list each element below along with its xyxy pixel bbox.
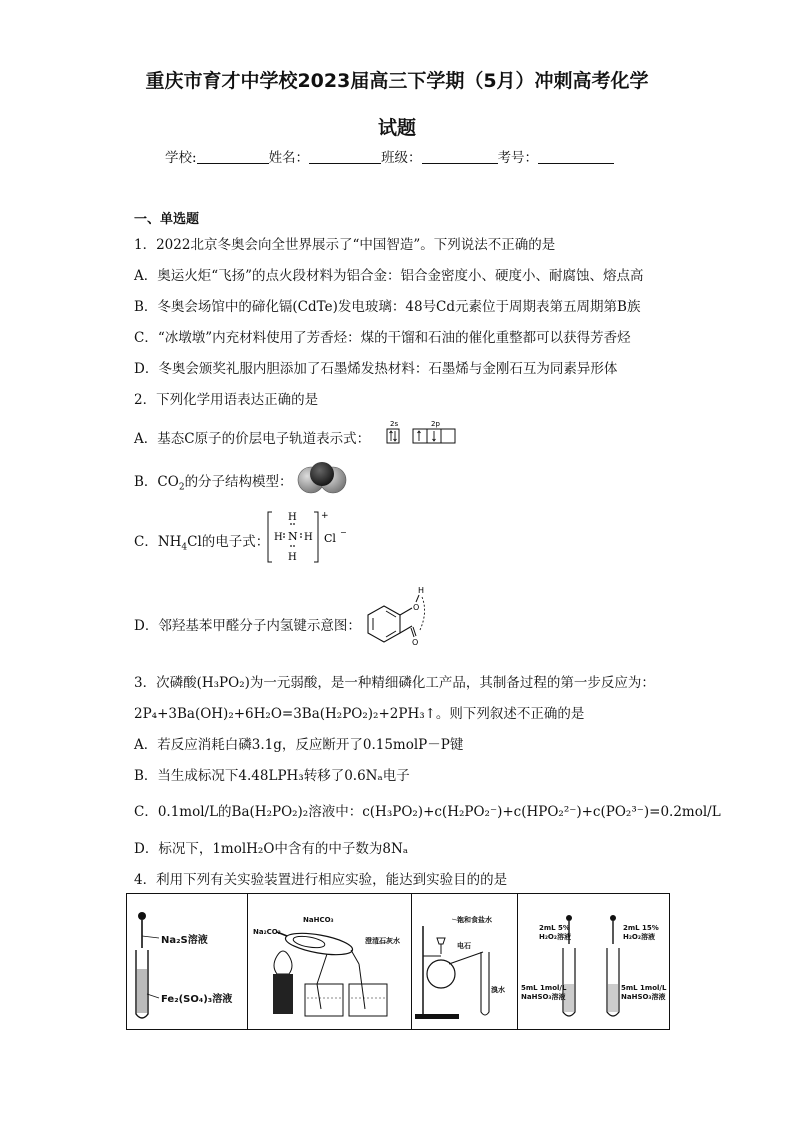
orbital-diagram [384, 419, 464, 445]
n-center: N [288, 530, 298, 543]
fe2so43-label: Fe₂(SO₄)₃溶液 [161, 994, 233, 1005]
page-title: 重庆市育才中学校2023届高三下学期（5月）冲刺高考化学 [145, 70, 649, 92]
carbonyl-o: O [412, 638, 419, 647]
q1-option-b: B．冬奥会场馆中的碲化镉(CdTe)发电玻璃：48号Cd元素位于周期表第五周期第B族 [134, 299, 641, 315]
q2-option-d: D．邻羟基苯甲醛分子内氢键示意图： [134, 618, 361, 634]
h-right: H [304, 532, 313, 543]
cation-charge: + [321, 511, 329, 521]
nh4cl-electron-formula [266, 508, 362, 566]
cl-charge: − [340, 528, 347, 537]
name-blank [309, 149, 381, 164]
q2-stem: 2．下列化学用语表达正确的是 [134, 392, 319, 408]
class-blank [422, 149, 498, 164]
q3-option-c: C．0.1mol/L的Ba(H₂PO₂)₂溶液中：c(H₃PO₂)+c(H₂PO₂⁻)+c(HPO₂²⁻)+c(PO₂³⁻)=0.2mol/L [134, 804, 721, 820]
q4-apparatus-table [126, 893, 670, 1030]
hydroxybenzaldehyde-structure [364, 584, 436, 648]
q2-option-a: A．基态C原子的价层电子轨道表示式： [134, 431, 371, 447]
q3-stem-line1: 3．次磷酸(H₃PO₂)为一元弱酸，是一种精细磷化工产品，其制备过程的第一步反应为： [134, 675, 655, 691]
q4-stem: 4．利用下列有关实验装置进行相应实验，能达到实验目的的是 [134, 872, 508, 888]
orbital-2p-label: 2p [431, 420, 440, 428]
na2co3-label: Na₂CO₃ [253, 928, 281, 936]
nahso3-right-label: 5mL 1mol/L NaHSO₃溶液 [621, 984, 667, 1001]
bromine-water-label: 溴水 [491, 986, 505, 994]
apparatus-c [411, 894, 518, 1029]
h2o2-15-label: 2mL 15% H₂O₂溶液 [623, 924, 659, 941]
class-label: 班级： [381, 150, 422, 166]
q3-option-a: A．若反应消耗白磷3.1g，反应断开了0.15molP－P键 [134, 737, 464, 753]
h-left: H [274, 532, 283, 543]
q1-option-a: A．奥运火炬“飞扬”的点火段材料为铝合金：铝合金密度小、硬度小、耐腐蚀、熔点高 [134, 268, 644, 284]
q1-option-d: D．冬奥会颁奖礼服内胆添加了石墨烯发热材料：石墨烯与金刚石互为同素异形体 [134, 361, 618, 377]
apparatus-d [517, 894, 669, 1029]
section-heading: 一、单选题 [134, 212, 200, 227]
co2-model [296, 460, 348, 496]
orbital-2s-label: 2s [390, 420, 399, 428]
q3-option-b: B．当生成标况下4.48LPH₃转移了0.6Nₐ电子 [134, 768, 410, 784]
header-fields [165, 146, 614, 166]
apparatus-a [127, 894, 248, 1029]
cl-ion: Cl [324, 532, 336, 545]
exam-no-blank [538, 149, 614, 164]
exam-no-label: 考号： [497, 150, 539, 166]
name-label: 姓名： [268, 150, 310, 166]
apparatus-b [247, 894, 412, 1029]
q2-option-b: B．$CO_2$的分子结构模型： [134, 474, 293, 493]
h-bottom: H [288, 552, 297, 563]
na2s-label: Na₂S溶液 [161, 935, 208, 946]
h-top: H [288, 512, 297, 523]
limewater-label: 澄清石灰水 [365, 937, 400, 945]
school-blank [197, 149, 269, 164]
carbide-label: 电石 [457, 942, 471, 950]
q3-option-d: D．标况下，1molH₂O中含有的中子数为8Nₐ [134, 841, 409, 857]
school-label: 学校: [165, 150, 197, 166]
q3-stem-line2: 2P₄+3Ba(OH)₂+6H₂O=3Ba(H₂PO₂)₂+2PH₃↑。则下列叙述不正确的是 [134, 706, 585, 722]
q1-option-c: C．“冰墩墩”内充材料使用了芳香烃：煤的干馏和石油的催化重整都可以获得芳香烃 [134, 330, 631, 346]
hydroxyl-h: H [418, 586, 425, 595]
q1-stem: 1．2022北京冬奥会向全世界展示了“中国智造”。下列说法不正确的是 [134, 237, 556, 253]
q2-option-c: C．$NH_4Cl$的电子式： [134, 534, 270, 553]
nahco3-label: NaHCO₃ [303, 916, 334, 924]
page-title-line2: 试题 [377, 117, 416, 139]
hydroxyl-o: O [413, 603, 420, 612]
nahso3-left-label: 5mL 1mol/L NaHSO₃溶液 [521, 984, 567, 1001]
h2o2-5-label: 2mL 5% H₂O₂溶液 [539, 924, 571, 941]
brine-label: 饱和食盐水 [457, 916, 492, 924]
